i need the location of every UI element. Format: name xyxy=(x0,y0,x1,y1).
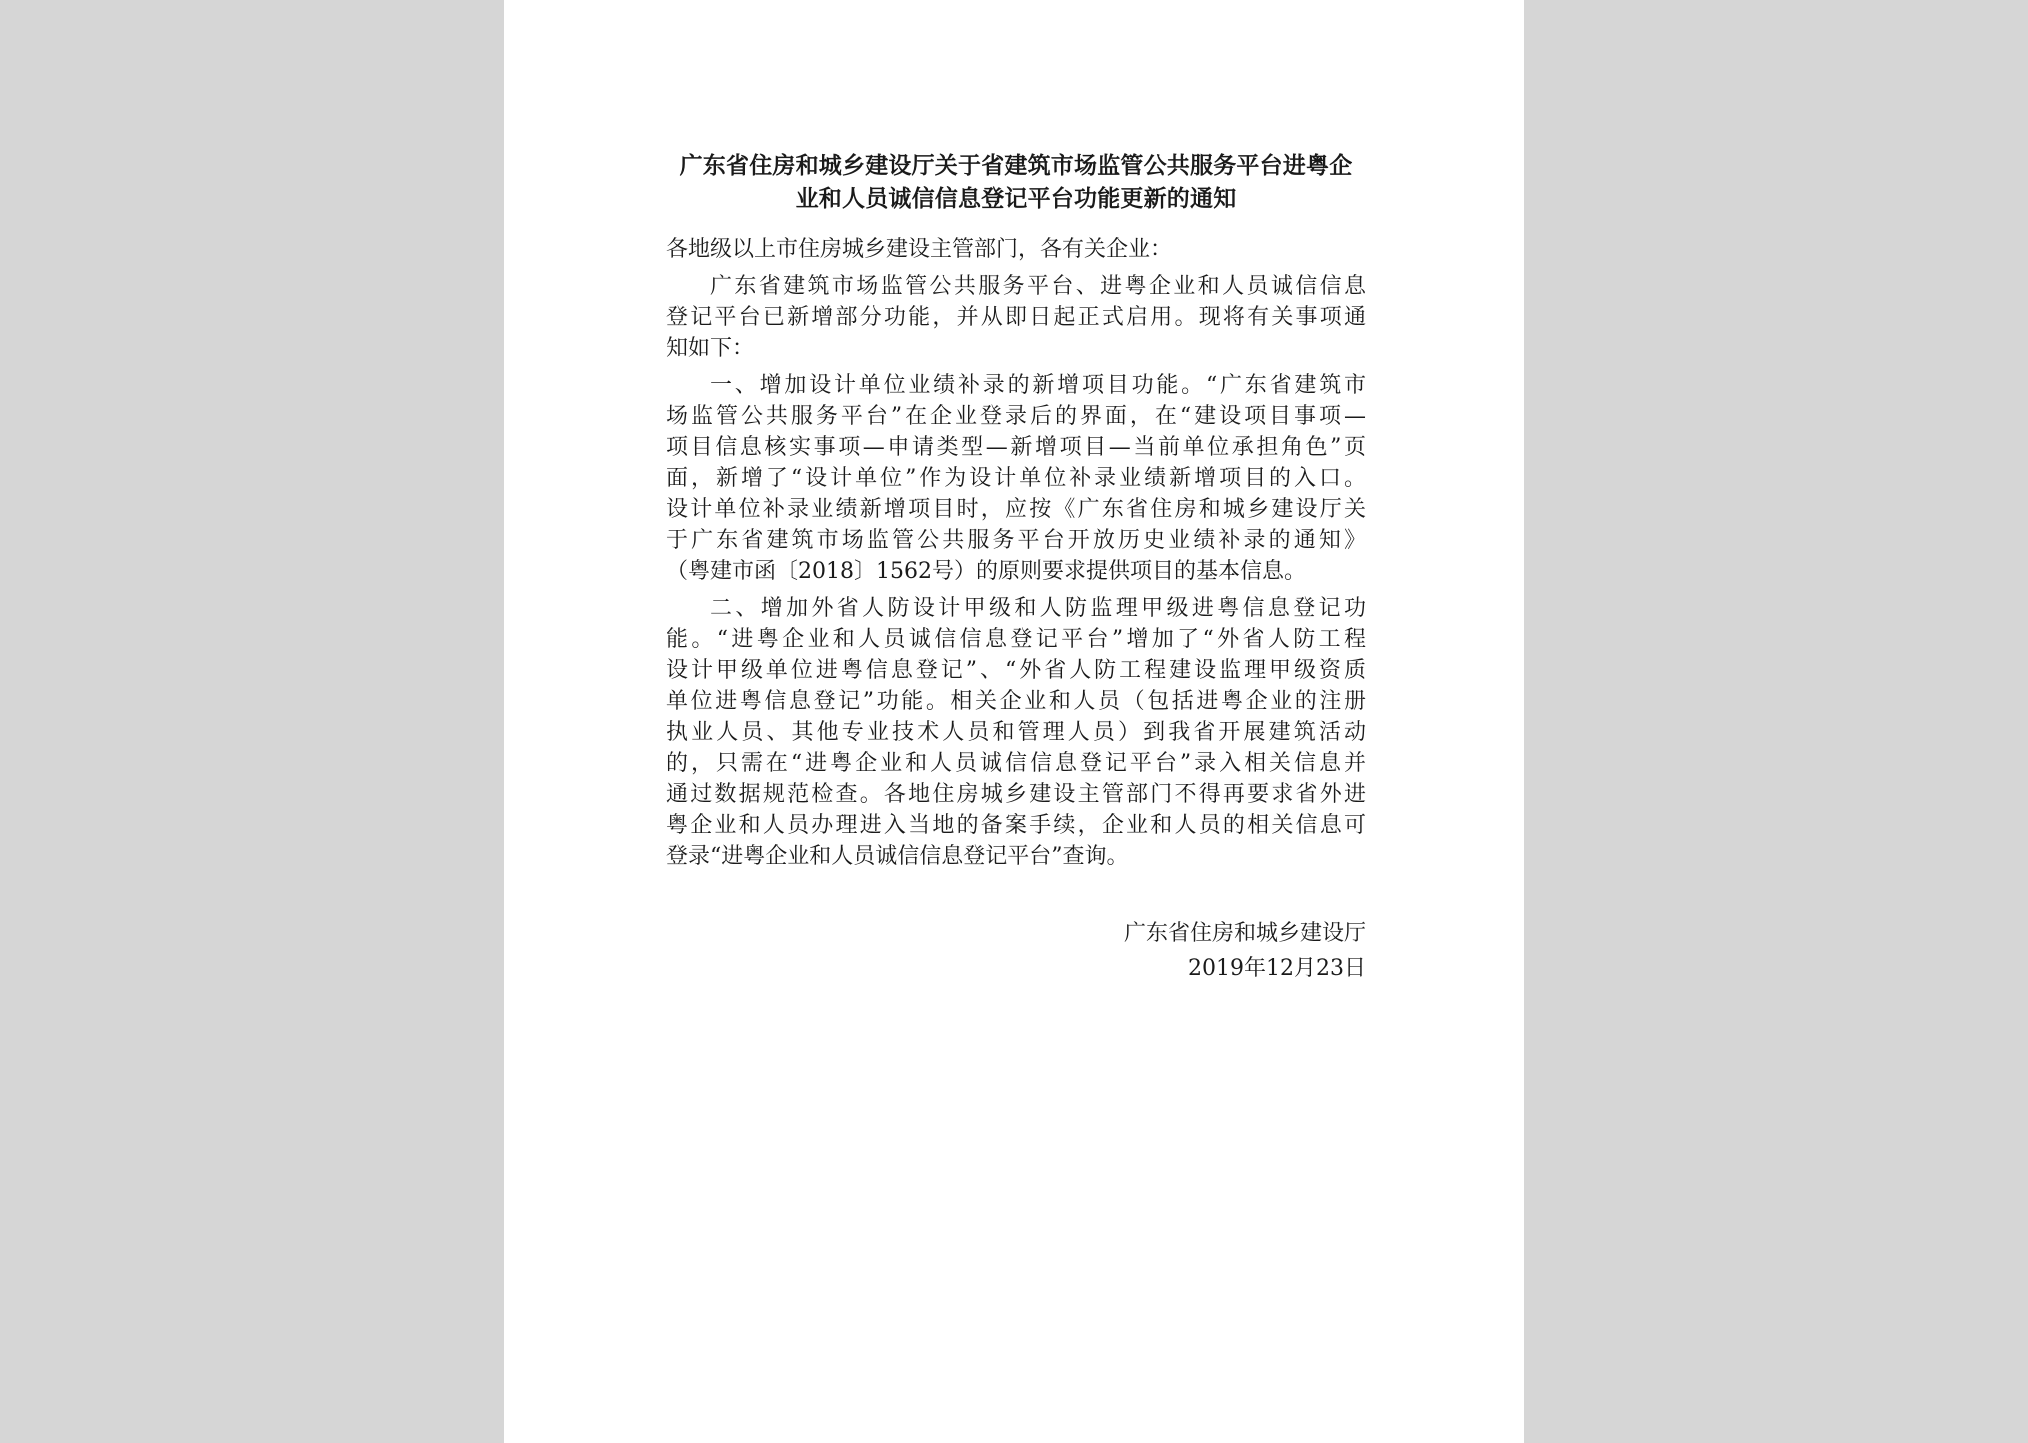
signature-org: 广东省住房和城乡建设厅 xyxy=(1123,921,1366,946)
document-page xyxy=(504,0,1524,1443)
paragraph-intro xyxy=(666,271,1366,364)
paragraph-line: 项目信息核实事项—申请类型—新增项目—当前单位承担角色”页 xyxy=(666,435,1366,460)
signature-block xyxy=(666,916,1366,986)
paragraph-line: 单位进粤信息登记”功能。相关企业和人员（包括进粤企业的注册 xyxy=(666,689,1366,714)
paragraph-line: 场监管公共服务平台”在企业登录后的界面，在“建设项目事项— xyxy=(666,404,1366,429)
paragraph-line: 登记平台已新增部分功能，并从即日起正式启用。现将有关事项通 xyxy=(666,305,1366,330)
paragraph-line: 广东省建筑市场监管公共服务平台、进粤企业和人员诚信信息 xyxy=(710,274,1366,299)
document-title xyxy=(666,150,1366,216)
document-body xyxy=(666,150,1366,986)
paragraph-line: 一、增加设计单位业绩补录的新增项目功能。“广东省建筑市 xyxy=(710,373,1366,398)
paragraph-line: 设计单位补录业绩新增项目时，应按《广东省住房和城乡建设厅关 xyxy=(666,497,1366,522)
paragraph-line: 面，新增了“设计单位”作为设计单位补录业绩新增项目的入口。 xyxy=(666,466,1366,491)
title-line: 业和人员诚信信息登记平台功能更新的通知 xyxy=(795,186,1237,212)
title-line: 广东省住房和城乡建设厅关于省建筑市场监管公共服务平台进粤企 xyxy=(679,153,1353,179)
paragraph-item-1 xyxy=(666,370,1366,587)
paragraph-line: 于广东省建筑市场监管公共服务平台开放历史业绩补录的通知》 xyxy=(666,528,1366,553)
paragraph-line: 能。“进粤企业和人员诚信信息登记平台”增加了“外省人防工程 xyxy=(666,627,1366,652)
paragraph-line: 二、增加外省人防设计甲级和人防监理甲级进粤信息登记功 xyxy=(710,596,1366,621)
paragraph-line: 的，只需在“进粤企业和人员诚信信息登记平台”录入相关信息并 xyxy=(666,751,1366,776)
paragraph-line: 执业人员、其他专业技术人员和管理人员）到我省开展建筑活动 xyxy=(666,720,1366,745)
signature-date: 2019年12月23日 xyxy=(1188,956,1366,981)
paragraph-line: 通过数据规范检查。各地住房城乡建设主管部门不得再要求省外进 xyxy=(666,782,1366,807)
paragraph-item-2 xyxy=(666,593,1366,872)
paragraph-line: 粤企业和人员办理进入当地的备案手续，企业和人员的相关信息可 xyxy=(666,813,1366,838)
paragraph-line: 知如下： xyxy=(666,336,755,361)
salutation: 各地级以上市住房城乡建设主管部门，各有关企业： xyxy=(666,237,1173,262)
paragraph-line: （粤建市函〔2018〕1562号）的原则要求提供项目的基本信息。 xyxy=(666,559,1306,584)
paragraph-line: 设计甲级单位进粤信息登记”、“外省人防工程建设监理甲级资质 xyxy=(666,658,1366,683)
paragraph-line: 登录“进粤企业和人员诚信信息登记平台”查询。 xyxy=(666,844,1129,869)
